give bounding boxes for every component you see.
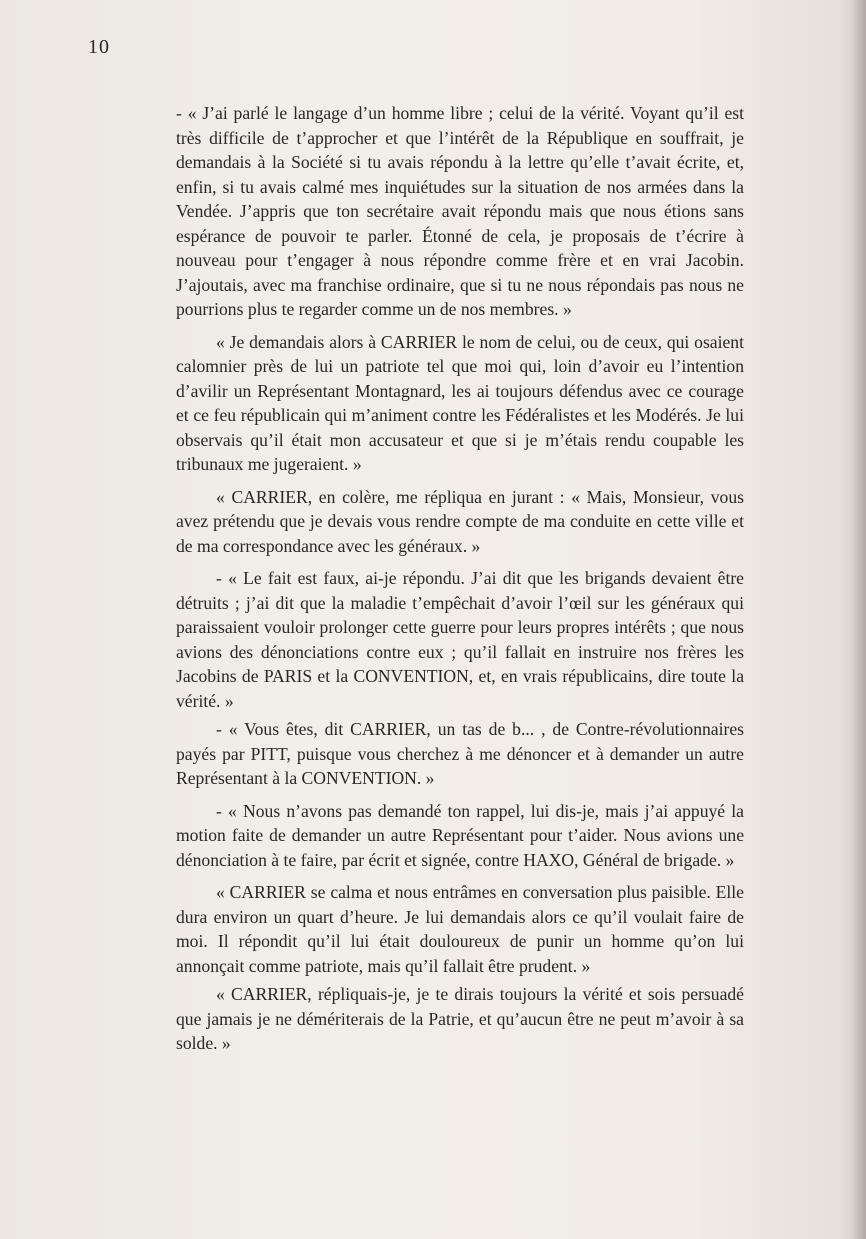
paragraph-5: - « Vous êtes, dit CARRIER, un tas de b... , de Contre-révolutionnaires payés par PITT, puisque vous cherchez à me dénoncer et à demander un autre Représentant à la CONVENTION. » <box>176 719 744 788</box>
paragraph-8: « CARRIER, répliquais-je, je te dirais toujours la vérité et sois persuadé que jamais je ne démériterais de la Patrie, et qu’aucun être ne peut m’avoir à sa solde. » <box>176 984 744 1053</box>
page-number: 10 <box>88 36 110 58</box>
paragraph-2: « Je demandais alors à CARRIER le nom de celui, ou de ceux, qui osaient calomnier près de lui un patriote tel que moi qui, loin d’avoir eu l’intention d’avilir un Représentant Montagnard, les ai toujours défendus avec ce courage et ce feu républicain qui m’animent contre les Fédéralistes et les Modérés. Je lui observais qu’il était mon accusateur et que si je m’étais rendu coupable les tribunaux me jugeraient. » <box>176 331 744 474</box>
paragraph-6: - « Nous n’avons pas demandé ton rappel, lui dis-je, mais j’ai appuyé la motion faite de demander un autre Représentant pour t’aider. Nous avions une dénonciation à te faire, par écrit et signée, contre HAXO, Général de brigade. » <box>176 800 744 870</box>
paragraph-4: - « Le fait est faux, ai-je répondu. J’ai dit que les brigands devaient être détruits ; j’ai dit que la maladie t’empêchait d’avoir l’œil sur les généraux qui paraissaient vouloir prolonger cette guerre pour leurs propres intérêts ; que nous avions des dénonciations contre eux ; qu’il fallait en instruire nos frères les Jacobins de PARIS et la CONVENTION, et, en vrais républicains, dire toute la vérité. » <box>176 568 744 711</box>
page-edge-shadow <box>852 0 866 1239</box>
paragraph-3: « CARRIER, en colère, me répliqua en jurant : « Mais, Monsieur, vous avez prétendu que je devais vous rendre compte de ma conduite en cette ville et de ma correspondance avec les généraux. » <box>176 486 744 556</box>
paragraph-1: - « J’ai parlé le langage d’un homme libre ; celui de la vérité. Voyant qu’il est très difficile de t’approcher et que l’intérêt de la République en souffrait, je demandais à la Société si tu avais répondu à la lettre qu’elle t’avait écrite, et, enfin, si tu avais calmé mes inquiétudes sur la situation de nos armées dans la Vendée. J’appris que ton secrétaire avait répondu mais que nous étions sans espérance de pouvoir te parler. Étonné de cela, je proposais de t’écrire à nouveau pour t’engager à nous répondre comme frère et en vrai Jacobin. J’ajoutais, avec ma franchise ordinaire, que si tu ne nous répondais pas nous ne pourrions plus te regarder comme un de nos membres. » <box>176 103 744 319</box>
paragraph-7: « CARRIER se calma et nous entrâmes en conversation plus paisible. Elle dura environ un quart d’heure. Je lui demandais alors ce qu’il voulait faire de moi. Il répondit qu’il lui était douloureux de punir un homme qu’on lui annonçait comme patriote, mais qu’il fallait être prudent. » <box>176 882 744 976</box>
body-text <box>176 101 744 1064</box>
